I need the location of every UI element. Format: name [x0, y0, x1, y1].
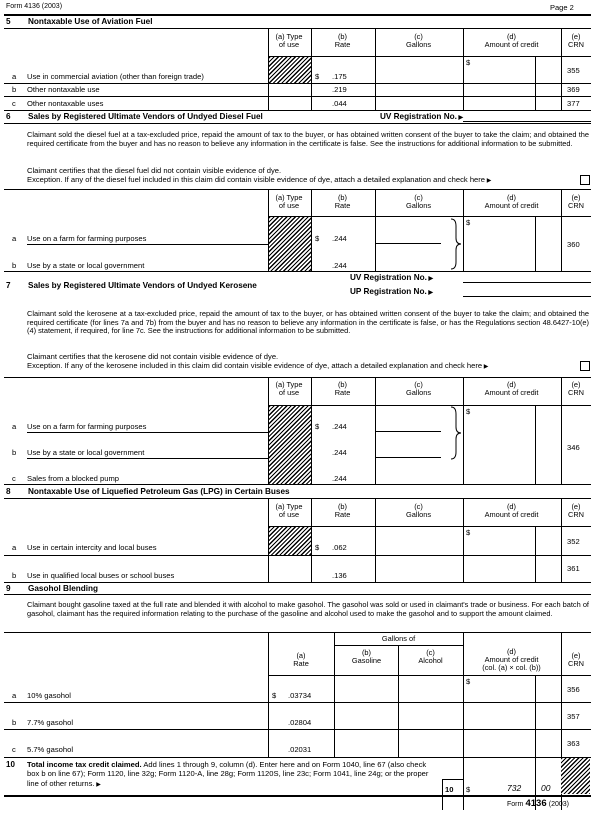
s6-uv-label: UV Registration No. ▶	[380, 112, 463, 123]
s7-col-d-header: (d) Amount of credit	[484, 380, 539, 397]
s9-row-c-alcohol-field[interactable]	[399, 730, 462, 756]
s5-row-b-crn: 369	[567, 85, 580, 94]
s6-col-b-header: (b) Rate	[334, 193, 351, 210]
form-id: Form 4136 (2003)	[6, 3, 63, 10]
s5-col-e-header: (e) CRN	[567, 32, 584, 49]
s8-row-a-amount-dollar: $	[466, 528, 471, 537]
s8-title: Nontaxable Use of Liquefied Petroleum Gas (LPG) in Certain Buses	[28, 487, 290, 496]
s6-paragraph: Claimant sold the diesel fuel at a tax-excluded price, repaid the amount of tax to the buyer, or has obtained written consent of the buyer to take the claim; and obtained the required certificate from the buyer and has no reason to believe any information in the certificate is false. See the instructions for additional information to be submitted.	[27, 130, 589, 148]
form-footer: Form 4136 (2003)	[507, 798, 569, 809]
s9-number: 9	[6, 584, 11, 593]
s6-number: 6	[6, 112, 11, 121]
s5-row-c-label: Other nontaxable uses	[27, 99, 104, 108]
s5-row-b-label: Other nontaxable use	[27, 85, 100, 94]
s5-row-b-gallons-field[interactable]	[376, 84, 462, 95]
s8-row-a-label: Use in certain intercity and local buses	[27, 543, 157, 552]
s5-row-a-rate: .175	[332, 72, 347, 81]
s9-row-b-label: 7.7% gasohol	[27, 718, 74, 727]
s8-row-a-dollar: $	[315, 543, 320, 552]
s8-row-b-amount-field[interactable]	[464, 556, 534, 581]
s9-row-c-amount-field[interactable]	[464, 730, 534, 756]
s8-row-a-crn: 352	[567, 537, 580, 546]
s7-row-b-gallons-field[interactable]	[376, 443, 441, 456]
s7-row-b-letter: b	[12, 448, 17, 457]
s7-row-c-gallons-field[interactable]	[376, 470, 441, 483]
s8-col-e-header: (e) CRN	[567, 502, 584, 519]
s6-row-b-rate: .244	[332, 261, 347, 270]
s9-row-b-crn: 357	[567, 712, 580, 721]
s7-row-a-dollar: $	[315, 422, 320, 431]
s7-col-b-header: (b) Rate	[334, 380, 351, 397]
s7-col-c-header: (c) Gallons	[405, 380, 432, 397]
s6-row-a-letter: a	[12, 234, 17, 243]
s9-row-a-alcohol-field[interactable]	[399, 677, 462, 700]
s9-gallons-of: Gallons of	[381, 634, 416, 643]
s10-cents[interactable]: 00	[541, 783, 551, 793]
s10-hatch	[561, 758, 590, 794]
s6-col-d-header: (d) Amount of credit	[484, 193, 539, 210]
s8-col-a-header: (a) Type of use	[275, 502, 303, 519]
s7-brace	[449, 406, 463, 460]
s8-col-b-header: (b) Rate	[334, 502, 351, 519]
s5-number: 5	[6, 17, 11, 26]
s9-row-a-gasoline-field[interactable]	[335, 677, 397, 700]
s8-col-c-header: (c) Gallons	[405, 502, 432, 519]
s9-row-a-crn: 356	[567, 685, 580, 694]
s5-row-a-amount-field[interactable]	[472, 58, 534, 80]
s6-hatch	[268, 217, 312, 271]
s7-row-c-letter: c	[12, 474, 16, 483]
s9-col-b-header: (b) Gasoline	[351, 648, 382, 665]
s10-dollar: $	[466, 785, 471, 794]
s7-title: Sales by Registered Ultimate Vendors of Undyed Kerosene	[28, 281, 257, 290]
s10-line-number: 10	[445, 785, 454, 794]
s5-row-b-amount-field[interactable]	[464, 84, 534, 95]
s9-paragraph: Claimant bought gasoline taxed at the full rate and blended it with alcohol to make gasohol. The gasohol was sold or used in claimant's trade or business. For each batch of gasohol, claimant has the required information relating to the purchase of the gasoline and alcohol used to make the gasohol and to support the amount claimed.	[27, 600, 589, 618]
s5-row-c-crn: 377	[567, 99, 580, 108]
s8-row-a-amount-field[interactable]	[472, 528, 534, 554]
s5-row-a-label: Use in commercial aviation (other than foreign trade)	[27, 72, 204, 81]
s6-col-e-header: (e) CRN	[567, 193, 584, 210]
s5-title: Nontaxable Use of Aviation Fuel	[28, 17, 153, 26]
s7-amount-field[interactable]	[472, 407, 534, 483]
s9-row-c-label: 5.7% gasohol	[27, 745, 74, 754]
s9-col-e-header: (e) CRN	[567, 651, 584, 668]
s8-row-b-gallons-field[interactable]	[376, 556, 462, 581]
s9-row-c-rate: .02031	[288, 745, 312, 754]
s9-row-b-amount-field[interactable]	[464, 703, 534, 728]
s7-col-e-header: (e) CRN	[567, 380, 584, 397]
s5-row-a-dollar: $	[315, 72, 320, 81]
s8-row-a-letter: a	[12, 543, 17, 552]
s8-row-a-rate: .062	[332, 543, 347, 552]
s7-paragraph: Claimant sold the kerosene at a tax-excluded price, repaid the amount of tax to the buyer, or has obtained written consent of the buyer to take the claim; and obtained the required certificate (for lines 7a and 7b) from the buyer and has no reason to believe any information in the certificate is false, or has the Regulations section 48.6427-10(e)(4) statement, if required, for line 7c. See the instructions for additional information to be submitted.	[27, 309, 589, 336]
s7-number: 7	[6, 281, 11, 290]
s9-row-c-crn: 363	[567, 739, 580, 748]
s9-row-c-letter: c	[12, 745, 16, 754]
s6-uv-field[interactable]	[464, 111, 590, 121]
s5-col-a-header: (a) Type of use	[275, 32, 303, 49]
s6-row-a-label: Use on a farm for farming purposes	[27, 234, 147, 243]
s9-title: Gasohol Blending	[28, 584, 99, 593]
s6-row-b-gallons-field[interactable]	[376, 256, 441, 269]
s9-row-a-amount-dollar: $	[466, 677, 471, 686]
s7-uv-label: UV Registration No. ▶	[350, 273, 433, 284]
s7-row-a-letter: a	[12, 422, 17, 431]
s9-row-a-letter: a	[12, 691, 17, 700]
s5-row-c-gallons-field[interactable]	[376, 97, 462, 109]
s8-row-b-crn: 361	[567, 564, 580, 573]
s6-title: Sales by Registered Ultimate Vendors of Undyed Diesel Fuel	[28, 112, 263, 121]
s5-row-c-amount-field[interactable]	[464, 97, 534, 109]
s5-row-a-gallons-field[interactable]	[376, 58, 462, 80]
s5-hatch	[268, 57, 312, 83]
s6-amount-dollar: $	[466, 218, 471, 227]
s9-row-b-alcohol-field[interactable]	[399, 703, 462, 728]
s6-exception: Exception. If any of the diesel fuel included in this claim did contain visible evidence of dye, attach a detailed explanation and check here ▶	[27, 175, 491, 186]
s7-exception: Exception. If any of the kerosene included in this claim did contain visible evidence of dye, attach a detailed explanation and check here ▶	[27, 361, 488, 372]
s8-number: 8	[6, 487, 11, 496]
s6-crn: 360	[567, 240, 580, 249]
s5-row-b-letter: b	[12, 85, 17, 94]
s10-number: 10	[6, 760, 15, 769]
s9-row-b-rate: .02804	[288, 718, 312, 727]
s6-amount-field[interactable]	[472, 218, 534, 268]
s10-text: Total income tax credit claimed. Add lines 1 through 9, column (d). Enter here and on Form 1040, line 67 (also check box b on line 67); Form 1120, line 32g; Form 1120-A, line 28g; Form 1120S, line 23c; Form 1041, line 24g; or the proper line of other returns. ▶	[27, 760, 429, 788]
s6-row-a-dollar: $	[315, 234, 320, 243]
s5-row-c-rate: .044	[332, 99, 347, 108]
s7-up-field[interactable]	[464, 285, 590, 295]
s8-row-b-label: Use in qualified local buses or school buses	[27, 571, 175, 580]
s7-row-c-label: Sales from a blocked pump	[27, 474, 120, 483]
s8-hatch	[268, 527, 312, 555]
s5-row-a-crn: 355	[567, 66, 580, 75]
s9-col-a-header: (a) Rate	[293, 651, 309, 668]
s9-col-d-header: (d) Amount of credit (col. (a) × col. (b))	[482, 647, 541, 672]
s7-row-a-rate: .244	[332, 422, 347, 431]
s7-certifies: Claimant certifies that the kerosene did not contain visible evidence of dye.	[27, 352, 279, 361]
s7-row-a-label: Use on a farm for farming purposes	[27, 422, 147, 431]
s6-col-c-header: (c) Gallons	[405, 193, 432, 210]
s9-row-a-amount-field[interactable]	[472, 677, 534, 700]
s6-row-a-gallons-field[interactable]	[376, 229, 441, 242]
s5-row-a-amount-dollar: $	[466, 58, 471, 67]
s5-col-d-header: (d) Amount of credit	[484, 32, 539, 49]
s7-uv-field[interactable]	[464, 272, 590, 282]
s5-row-c-letter: c	[12, 99, 16, 108]
s9-row-b-letter: b	[12, 718, 17, 727]
s7-row-b-rate: .244	[332, 448, 347, 457]
s7-col-a-header: (a) Type of use	[275, 380, 303, 397]
s7-hatch	[268, 406, 312, 484]
s9-row-c-gasoline-field[interactable]	[335, 730, 397, 756]
s5-row-b-rate: .219	[332, 85, 347, 94]
s8-col-d-header: (d) Amount of credit	[484, 502, 539, 519]
s8-row-a-gallons-field[interactable]	[376, 528, 462, 554]
s10-amount[interactable]: 732	[507, 783, 522, 793]
page-number: Page 2	[550, 3, 574, 12]
s7-crn: 346	[567, 443, 580, 452]
s9-row-a-rate: .03734	[288, 691, 312, 700]
s5-col-c-header: (c) Gallons	[405, 32, 432, 49]
s8-row-b-rate: .136	[332, 571, 347, 580]
s7-row-b-label: Use by a state or local government	[27, 448, 145, 457]
s6-row-b-label: Use by a state or local government	[27, 261, 145, 270]
s6-row-a-rate: .244	[332, 234, 347, 243]
s7-row-a-gallons-field[interactable]	[376, 417, 441, 430]
s7-amount-dollar: $	[466, 407, 471, 416]
s7-up-label: UP Registration No. ▶	[350, 287, 433, 298]
s9-row-b-gasoline-field[interactable]	[335, 703, 397, 728]
s7-dye-checkbox[interactable]	[580, 361, 590, 371]
s7-row-c-rate: .244	[332, 474, 347, 483]
s5-col-b-header: (b) Rate	[334, 32, 351, 49]
s6-row-b-letter: b	[12, 261, 17, 270]
s9-row-a-dollar: $	[272, 691, 277, 700]
s5-row-a-letter: a	[12, 72, 17, 81]
s9-col-c-header: (c) Alcohol	[418, 648, 443, 665]
s6-col-a-header: (a) Type of use	[275, 193, 303, 210]
s6-certifies: Claimant certifies that the diesel fuel did not contain visible evidence of dye.	[27, 166, 282, 175]
s6-brace	[449, 218, 463, 270]
s6-dye-checkbox[interactable]	[580, 175, 590, 185]
s8-row-b-letter: b	[12, 571, 17, 580]
s9-row-a-label: 10% gasohol	[27, 691, 71, 700]
